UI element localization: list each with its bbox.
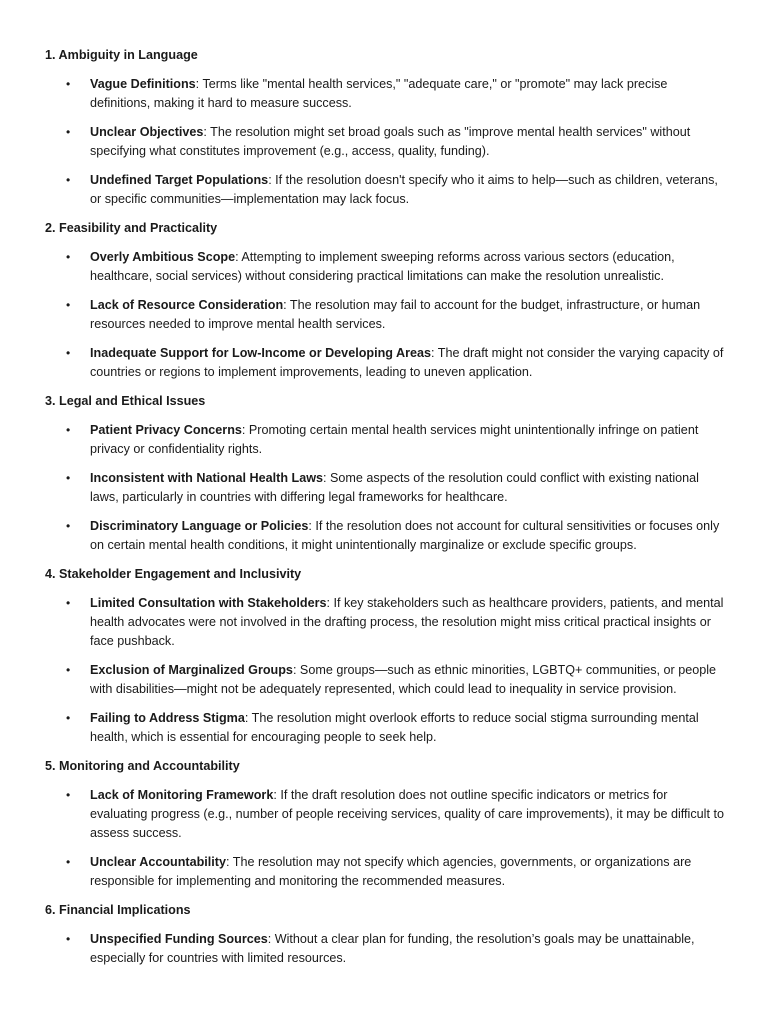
bullet-list bbox=[45, 786, 725, 891]
item-description: : If the resolution doesn't specify who it aims to help—such as children, veterans, or specific communities—implementation may lack focus. bbox=[90, 173, 718, 206]
bullet-icon: • bbox=[66, 855, 71, 869]
bullet-list bbox=[45, 75, 725, 209]
list-item bbox=[45, 123, 725, 161]
bullet-icon: • bbox=[66, 125, 71, 139]
item-description: : The resolution may not specify which agencies, governments, or organizations are responsible for implementing and monitoring the recommended measures. bbox=[90, 855, 692, 888]
item-description: : Without a clear plan for funding, the resolution’s goals may be unattainable, especially for countries with limited resources. bbox=[90, 932, 695, 965]
list-item bbox=[45, 853, 725, 891]
item-term: Exclusion of Marginalized Groups bbox=[90, 663, 293, 677]
list-item bbox=[45, 421, 725, 459]
list-item bbox=[45, 469, 725, 507]
list-item bbox=[45, 709, 725, 747]
item-term: Discriminatory Language or Policies bbox=[90, 519, 309, 533]
bullet-icon: • bbox=[66, 471, 71, 485]
item-term: Unspecified Funding Sources bbox=[90, 932, 268, 946]
section-feasibility-and-practicality bbox=[45, 219, 725, 382]
bullet-icon: • bbox=[66, 932, 71, 946]
bullet-list bbox=[45, 594, 725, 747]
item-description: : The draft might not consider the varying capacity of countries or regions to implement improvements, leading to uneven application. bbox=[90, 346, 724, 379]
section-stakeholder-engagement bbox=[45, 565, 725, 747]
item-term: Lack of Monitoring Framework bbox=[90, 788, 274, 802]
section-heading: 4. Stakeholder Engagement and Inclusivity bbox=[45, 567, 302, 581]
section-financial-implications bbox=[45, 901, 725, 968]
list-item bbox=[45, 296, 725, 334]
item-term: Lack of Resource Consideration bbox=[90, 298, 284, 312]
bullet-icon: • bbox=[66, 77, 71, 91]
item-description: : The resolution might overlook efforts to reduce social stigma surrounding mental health, which is essential for encouraging people to seek help. bbox=[90, 711, 699, 744]
list-item bbox=[45, 344, 725, 382]
item-description: : The resolution might set broad goals such as "improve mental health services" without specifying what constitutes improvement (e.g., access, quality, funding). bbox=[90, 125, 691, 158]
section-heading: 3. Legal and Ethical Issues bbox=[45, 394, 206, 408]
item-term: Unclear Accountability bbox=[90, 855, 226, 869]
item-term: Limited Consultation with Stakeholders bbox=[90, 596, 327, 610]
bullet-icon: • bbox=[66, 519, 71, 533]
list-item bbox=[45, 248, 725, 286]
item-description: : The resolution may fail to account for the budget, infrastructure, or human resources needed to improve mental health services. bbox=[90, 298, 701, 331]
list-item bbox=[45, 517, 725, 555]
bullet-list bbox=[45, 421, 725, 555]
item-description: : If the draft resolution does not outline specific indicators or metrics for evaluating progress (e.g., number of people receiving services, quality of care improvements), it may be difficult to assess success. bbox=[90, 788, 724, 840]
list-item bbox=[45, 594, 725, 651]
section-ambiguity-in-language bbox=[45, 46, 725, 209]
bullet-icon: • bbox=[66, 711, 71, 725]
section-heading: 2. Feasibility and Practicality bbox=[45, 221, 218, 235]
item-term: Patient Privacy Concerns bbox=[90, 423, 242, 437]
item-term: Vague Definitions bbox=[90, 77, 196, 91]
item-term: Undefined Target Populations bbox=[90, 173, 269, 187]
bullet-icon: • bbox=[66, 423, 71, 437]
bullet-icon: • bbox=[66, 173, 71, 187]
item-description: : Some groups—such as ethnic minorities, LGBTQ+ communities, or people with disabilities—might not be adequately represented, which could lead to inequality in service provision. bbox=[90, 663, 717, 696]
item-term: Unclear Objectives bbox=[90, 125, 204, 139]
item-description: : Terms like "mental health services," "adequate care," or "promote" may lack precise definitions, making it hard to measure success. bbox=[90, 77, 668, 110]
item-term: Failing to Address Stigma bbox=[90, 711, 245, 725]
item-description: : If key stakeholders such as healthcare providers, patients, and mental health advocates were not involved in the drafting process, the resolution might miss critical practical insights or face pushback. bbox=[90, 596, 724, 648]
section-heading: 5. Monitoring and Accountability bbox=[45, 759, 240, 773]
bullet-icon: • bbox=[66, 596, 71, 610]
list-item bbox=[45, 171, 725, 209]
item-term: Overly Ambitious Scope bbox=[90, 250, 236, 264]
item-description: : If the resolution does not account for cultural sensitivities or focuses only on certain mental health conditions, it might unintentionally marginalize or exclude specific groups. bbox=[90, 519, 720, 552]
document-body bbox=[45, 46, 725, 978]
bullet-icon: • bbox=[66, 788, 71, 802]
bullet-list bbox=[45, 248, 725, 382]
list-item bbox=[45, 786, 725, 843]
section-heading: 1. Ambiguity in Language bbox=[45, 48, 198, 62]
bullet-icon: • bbox=[66, 298, 71, 312]
bullet-icon: • bbox=[66, 346, 71, 360]
list-item bbox=[45, 75, 725, 113]
list-item bbox=[45, 930, 725, 968]
bullet-icon: • bbox=[66, 250, 71, 264]
bullet-list bbox=[45, 930, 725, 968]
item-description: : Promoting certain mental health services might unintentionally infringe on patient privacy or confidentiality rights. bbox=[90, 423, 699, 456]
bullet-icon: • bbox=[66, 663, 71, 677]
item-description: : Attempting to implement sweeping reforms across various sectors (education, healthcare, social services) without considering practical limitations can make the resolution unrealistic. bbox=[90, 250, 675, 283]
section-monitoring-and-accountability bbox=[45, 757, 725, 891]
section-heading: 6. Financial Implications bbox=[45, 903, 191, 917]
item-description: : Some aspects of the resolution could conflict with existing national laws, particularly in countries with differing legal frameworks for healthcare. bbox=[90, 471, 699, 504]
item-term: Inadequate Support for Low-Income or Developing Areas bbox=[90, 346, 432, 360]
section-legal-and-ethical-issues bbox=[45, 392, 725, 555]
item-term: Inconsistent with National Health Laws bbox=[90, 471, 324, 485]
list-item bbox=[45, 661, 725, 699]
